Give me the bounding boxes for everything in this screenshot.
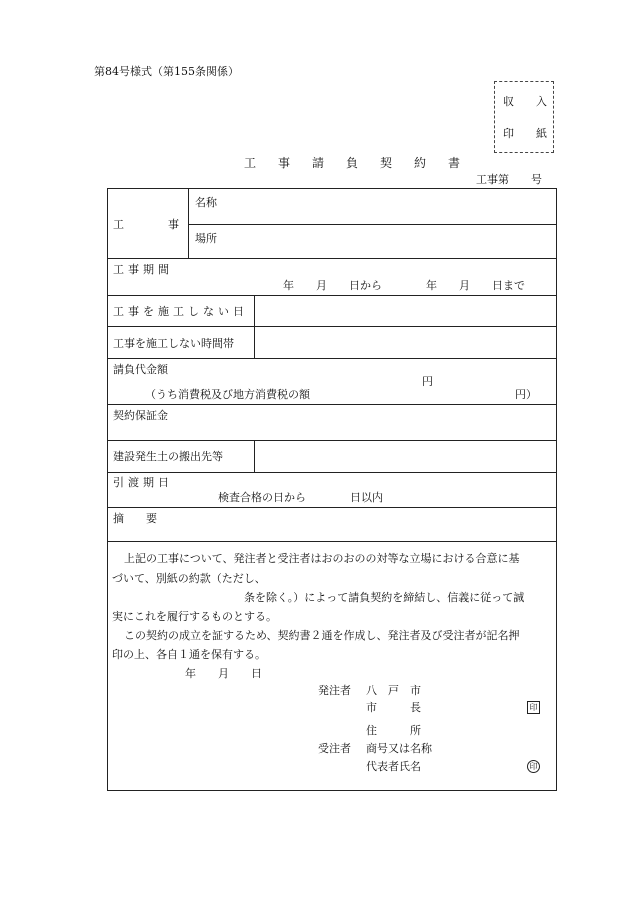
soil-destination-label: 建設発生土の搬出先等 xyxy=(113,450,223,463)
no-work-day-label: 工事を施工しない日 xyxy=(113,305,248,318)
row-divider xyxy=(108,440,556,441)
column-divider xyxy=(188,189,189,258)
body-line: 条を除く。）によって請負契約を締結し、信義に従って誠 xyxy=(244,591,525,604)
location-label: 場所 xyxy=(195,232,217,245)
guarantee-label: 契約保証金 xyxy=(113,409,168,422)
body-line: 実にこれを履行するものとする。 xyxy=(112,610,277,623)
row-divider xyxy=(108,541,556,542)
body-line: この契約の成立を証するため、契約書２通を作成し、発注者及び受注者が記名押 xyxy=(124,629,520,642)
tax-yen: 円） xyxy=(515,388,537,401)
orderer-label: 発注者 xyxy=(318,684,351,697)
contract-date: 年 月 日 xyxy=(185,667,262,680)
delivery-value: 検査合格の日から 日以内 xyxy=(218,491,383,504)
price-yen: 円 xyxy=(422,375,433,388)
address-label: 住 所 xyxy=(366,724,421,737)
orderer-city: 八 戸 市 xyxy=(366,684,421,697)
tax-label: （うち消費税及び地方消費税の額 xyxy=(145,388,310,401)
period-value: 年 月 日から 年 月 日まで xyxy=(283,279,525,292)
row-divider xyxy=(108,404,556,405)
row-divider xyxy=(108,472,556,473)
remarks-label: 摘 要 xyxy=(113,512,157,525)
body-line: 上記の工事について、発注者と受注者はおのおのの対等な立場における合意に基 xyxy=(124,552,520,565)
document-title: 工事請負契約書 xyxy=(244,156,483,170)
name-label: 名称 xyxy=(195,196,217,209)
stamp-label-top: 収 入 xyxy=(503,95,547,108)
no-work-time-label: 工事を施工しない時間帯 xyxy=(113,337,234,350)
orderer-mayor: 市 長 xyxy=(366,701,421,714)
column-divider xyxy=(254,295,255,358)
body-line: 印の上、各自１通を保有する。 xyxy=(112,648,266,661)
row-divider xyxy=(108,326,556,327)
contract-number: 工事第 号 xyxy=(476,173,542,186)
period-label: 工事期間 xyxy=(113,263,173,276)
delivery-label: 引渡期日 xyxy=(113,476,173,489)
column-divider xyxy=(254,440,255,472)
company-name-label: 商号又は名称 xyxy=(366,742,432,755)
construction-label: 工 事 xyxy=(113,218,179,231)
form-number: 第84号様式（第155条関係） xyxy=(94,65,239,78)
row-divider xyxy=(108,358,556,359)
row-divider xyxy=(108,258,556,259)
row-divider xyxy=(108,295,556,296)
row-divider xyxy=(108,507,556,508)
row-divider xyxy=(188,224,556,225)
body-line: づいて、別紙の約款（ただし、 xyxy=(112,572,266,585)
contractor-seal-icon: 印 xyxy=(527,760,540,773)
stamp-label-bottom: 印 紙 xyxy=(503,127,547,140)
revenue-stamp-box xyxy=(494,81,554,153)
representative-label: 代表者氏名 xyxy=(366,760,421,773)
contractor-label: 受注者 xyxy=(318,742,351,755)
price-label: 請負代金額 xyxy=(113,363,168,376)
orderer-seal-icon: 印 xyxy=(527,701,540,714)
